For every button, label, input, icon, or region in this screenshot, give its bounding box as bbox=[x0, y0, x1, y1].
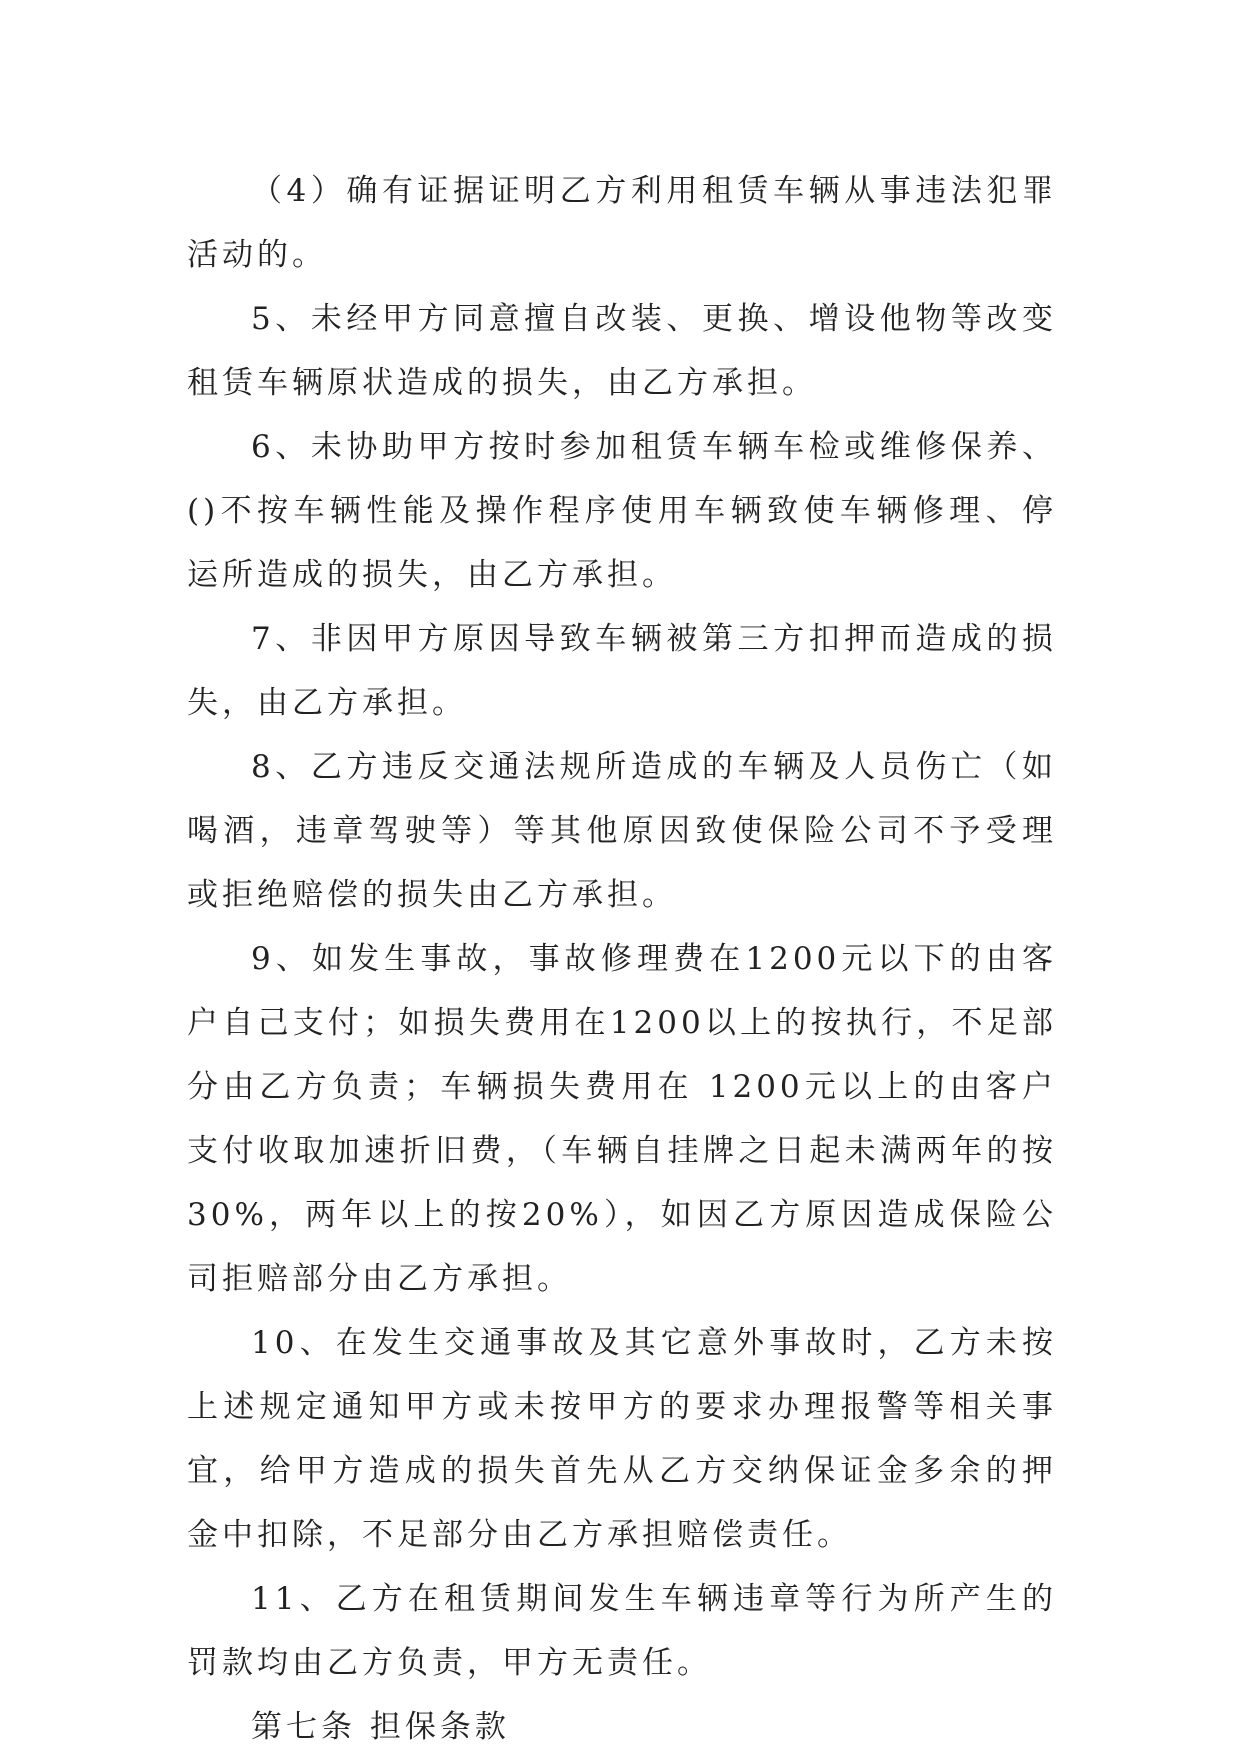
document-body bbox=[187, 159, 1057, 1759]
paragraph-clause-6: 6、未协助甲方按时参加租赁车辆车检或维修保养、()不按车辆性能及操作程序使用车辆致使车辆修理、停运所造成的损失，由乙方承担。 bbox=[187, 429, 1057, 593]
paragraph-clause-5: 5、未经甲方同意擅自改装、更换、增设他物等改变租赁车辆原状造成的损失，由乙方承担。 bbox=[187, 301, 1057, 401]
paragraph-clause-7: 7、非因甲方原因导致车辆被第三方扣押而造成的损失，由乙方承担。 bbox=[187, 621, 1057, 721]
paragraph-clause-8: 8、乙方违反交通法规所造成的车辆及人员伤亡（如喝酒，违章驾驶等）等其他原因致使保险公司不予受理或拒绝赔偿的损失由乙方承担。 bbox=[187, 749, 1057, 913]
paragraph-clause-4: （4）确有证据证明乙方利用租赁车辆从事违法犯罪活动的。 bbox=[187, 173, 1057, 273]
section-heading: 第七条 担保条款 bbox=[251, 1709, 510, 1745]
paragraph-clause-10: 10、在发生交通事故及其它意外事故时，乙方未按上述规定通知甲方或未按甲方的要求办理报警等相关事宜，给甲方造成的损失首先从乙方交纳保证金多余的押金中扣除，不足部分由乙方承担赔偿责任。 bbox=[187, 1325, 1057, 1553]
paragraph-clause-11: 11、乙方在租赁期间发生车辆违章等行为所产生的罚款均由乙方负责，甲方无责任。 bbox=[187, 1581, 1057, 1681]
paragraph-clause-9: 9、如发生事故，事故修理费在1200元以下的由客户自己支付；如损失费用在1200以上的按执行，不足部分由乙方负责；车辆损失费用在 1200元以上的由客户支付收取加速折旧费，（车辆自挂牌之日起未满两年的按30%，两年以上的按20%），如因乙方原因造成保险公司拒赔部分由乙方承担。 bbox=[187, 941, 1057, 1297]
